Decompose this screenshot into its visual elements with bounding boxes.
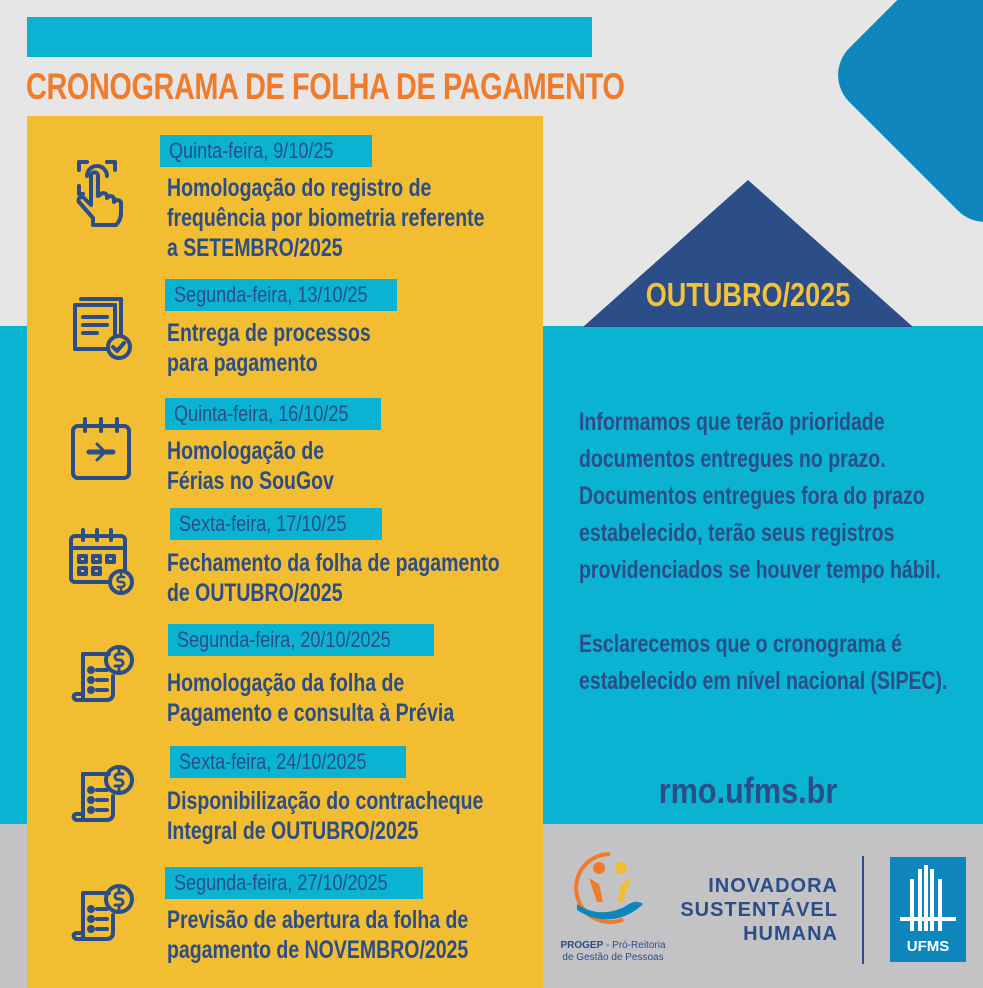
- payment-receipt-icon: [67, 881, 135, 953]
- website-link[interactable]: rmo.ufms.br: [658, 770, 838, 811]
- ufms-logo-text: UFMS: [906, 938, 950, 955]
- event-date: Segunda-feira, 13/10/25: [165, 279, 397, 311]
- event-description: Disponibilização do contracheque Integral de OUTUBRO/2025: [167, 787, 484, 845]
- progep-caption: PROGEP - Pró-Reitoria de Gestão de Pessoas: [560, 940, 666, 963]
- event-description: Entrega de processos para pagamento: [167, 319, 371, 377]
- progep-logo: [565, 848, 655, 928]
- month-label: OUTUBRO/2025: [645, 276, 851, 313]
- event-date: Quinta-feira, 16/10/25: [165, 398, 381, 430]
- event-description: Homologação do registro de frequência por biometria referente a SETEMBRO/2025: [167, 174, 485, 262]
- event-date: Sexta-feira, 24/10/2025: [170, 746, 406, 778]
- event-description: Homologação da folha de Pagamento e consulta à Prévia: [167, 669, 455, 727]
- footer-divider: [862, 856, 864, 964]
- info-paragraph: Esclarecemos que o cronograma é estabelecido em nível nacional (SIPEC).: [579, 630, 948, 695]
- event-date: Segunda-feira, 20/10/2025: [168, 624, 434, 656]
- payment-receipt-icon: [67, 762, 135, 834]
- event-date: Quinta-feira, 9/10/25: [160, 135, 372, 167]
- calendar-money-icon: [67, 526, 135, 598]
- payment-receipt-icon: [67, 642, 135, 714]
- event-date: Sexta-feira, 17/10/25: [170, 508, 382, 540]
- event-description: Previsão de abertura da folha de pagamento de NOVEMBRO/2025: [167, 906, 469, 964]
- tagline: INOVADORA SUSTENTÁVEL HUMANA: [680, 875, 838, 945]
- event-date: Segunda-feira, 27/10/2025: [165, 867, 423, 899]
- schedule-panel: [27, 116, 543, 988]
- event-description: Fechamento da folha de pagamento de OUTUBRO/2025: [167, 549, 500, 607]
- info-text: [579, 404, 983, 737]
- document-check-icon: [67, 291, 135, 363]
- calendar-plane-icon: [67, 414, 135, 486]
- page-title: CRONOGRAMA DE FOLHA DE PAGAMENTO: [26, 66, 625, 107]
- info-paragraph: Informamos que terão prioridade documentos entregues no prazo. Documentos entregues fora do prazo estabelecido, terão seus registros providenciados se houver tempo hábil.: [579, 408, 941, 584]
- fingerprint-touch-icon: [67, 156, 135, 228]
- decorative-diamond: [822, 0, 983, 238]
- top-accent-bar: [27, 17, 592, 57]
- event-description: Homologação de Férias no SouGov: [167, 437, 334, 495]
